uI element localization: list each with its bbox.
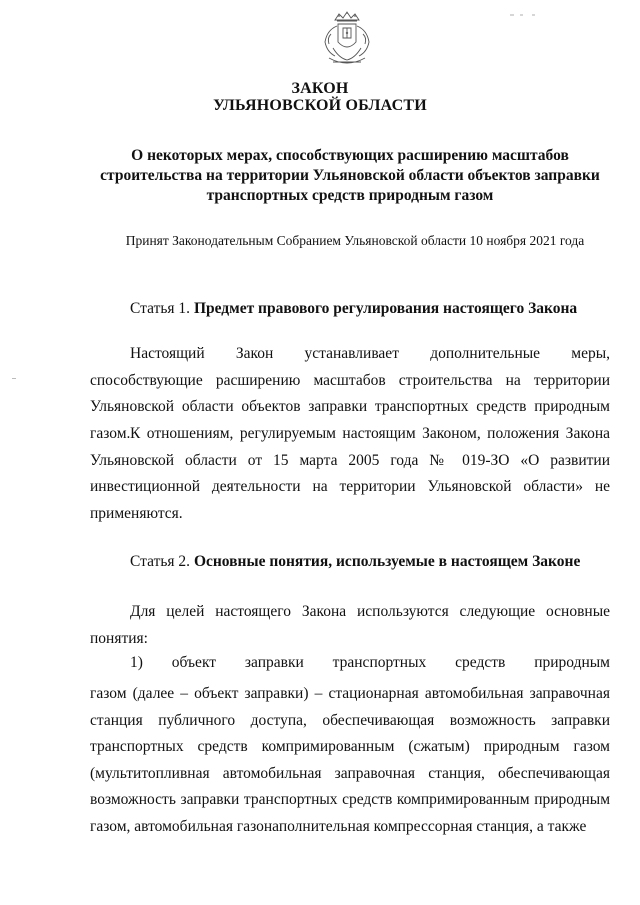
article-1-paragraph-1: Настоящий Закон устанавливает дополнительные меры, способствующие расширению масштабов строительства на территории Ульяновской области объектов заправки транспортных средств природным газом. (90, 345, 610, 442)
law-title-line2: УЛЬЯНОВСКОЙ ОБЛАСТИ (213, 97, 427, 114)
article-2-title: Основные понятия, используемые в настоящем Законе (193, 553, 581, 570)
item-1-word: заправки (244, 654, 304, 671)
item-1-word: природным (534, 654, 610, 671)
article-2-label: Статья 2. (130, 553, 191, 570)
law-subject: О некоторых мерах, способствующих расширению масштабов строительства на территории Ульяновской области объектов заправки транспортных средств природным газом (100, 147, 600, 204)
article-2-item-1-first-line (130, 653, 610, 673)
item-1-word: объект (171, 654, 217, 671)
corner-marks (510, 12, 540, 18)
item-1-word: транспортных (332, 654, 427, 671)
coat-of-arms-emblem (313, 8, 381, 70)
margin-mark (12, 378, 16, 379)
item-1-word: средств (455, 654, 506, 671)
article-2-item-1-text: газом (далее – объект заправки) – стационарная автомобильная заправочная станция публичного доступа, обеспечивающая возможность заправки транспортных средств компримированным (сжатым) природным газом (мультитопливная автомобильная заправочная станция, обеспечивающая возможность заправки транспортных средств компримированным природным газом, автомобильная газонаполнительная компрессорная станция, а также (90, 685, 610, 835)
article-2-intro: Для целей настоящего Закона используются следующие основные понятия: (90, 603, 610, 647)
law-title-line1: ЗАКОН (291, 80, 349, 97)
article-1-paragraph-2: К отношениям, регулируемым настоящим Законом, положения Закона Ульяновской области от 15 марта 2005 года № 019-ЗО «О развитии инвестиционной деятельности на территории Ульяновской области» не применяются. (90, 425, 610, 522)
article-2-heading (130, 552, 580, 572)
article-1-heading (130, 299, 577, 319)
adoption-note: Принят Законодательным Собранием Ульяновской области 10 ноября 2021 года (125, 233, 585, 248)
article-1-label: Статья 1. (130, 300, 191, 317)
item-1-word: 1) (130, 654, 143, 671)
article-1-title: Предмет правового регулирования настоящего Закона (193, 300, 578, 317)
